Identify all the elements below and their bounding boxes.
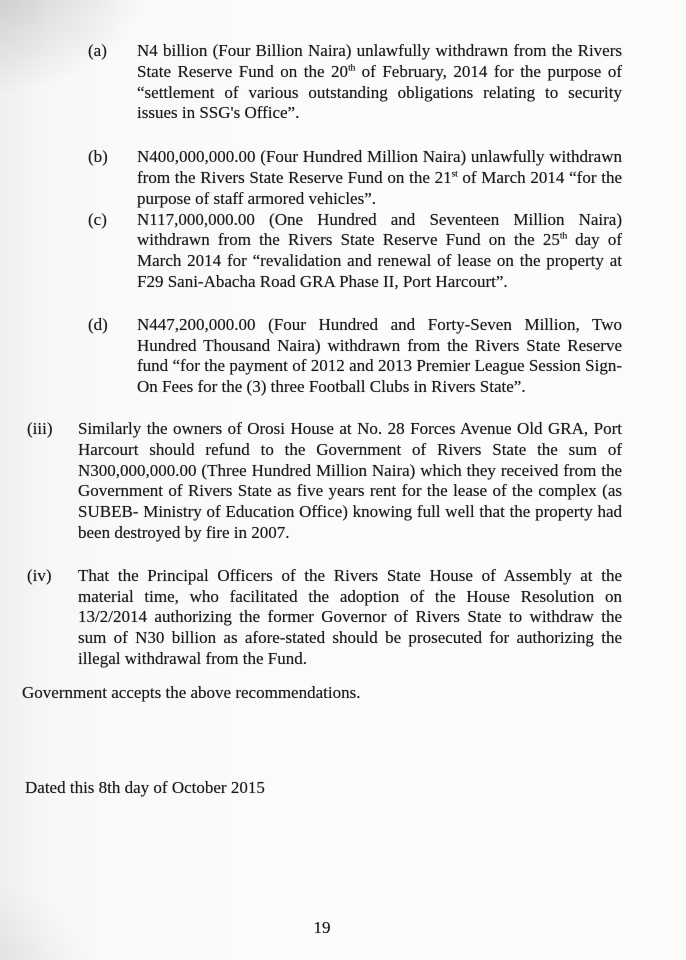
- item-label: (iii): [27, 418, 53, 438]
- item-text: N447,200,000.00 (Four Hundred and Forty-Seven Million, Two Hundred Thousand Naira) withdrawn from the Rivers State Reserve fund “for the payment of 2012 and 2013 Premier League Session Sign-On Fees for the (3) three Football Clubs in Rivers State”.: [137, 314, 622, 397]
- item-text: N117,000,000.00 (One Hundred and Seventeen Million Naira) withdrawn from the Rivers State Reserve Fund on the 25th day of March 2014 for “revalidation and renewal of lease on the property at F29 Sani-Abacha Road GRA Phase II, Port Harcourt”.: [137, 209, 622, 291]
- recommendation-sub-item-d: [88, 315, 622, 398]
- item-text: Similarly the owners of Orosi House at No. 28 Forces Avenue Old GRA, Port Harcourt should refund to the Government of Rivers State the sum of N300,000,000.00 (Three Hundred Million Naira) which they received from the Government of Rivers State as five years rent for the lease of the complex (as SUBEB- Ministry of Education Office) knowing full well that the property had been destroyed by fire in 2007.: [78, 418, 622, 542]
- item-label: (d): [88, 314, 108, 334]
- item-label: (b): [88, 147, 108, 167]
- item-text: N400,000,000.00 (Four Hundred Million Naira) unlawfully withdrawn from the Rivers State Reserve Fund on the 21st of March 2014 “for the purpose of staff armored vehicles”.: [137, 147, 623, 208]
- item-text: That the Principal Officers of the Rivers State House of Assembly at the material time, who facilitated the adoption of the House Resolution on 13/2/2014 authorizing the former Governor of Rivers State to withdraw the sum of N30 billion as afore-stated should be prosecuted for authorizing the illegal withdrawal from the Fund.: [78, 565, 622, 668]
- item-label: (c): [88, 209, 107, 229]
- item-text: N4 billion (Four Billion Naira) unlawfully withdrawn from the Rivers State Reserve Fund on the 20th of February, 2014 for the purpose of “settlement of various outstanding obligations relating to security issues in SSG's Office”.: [137, 41, 623, 123]
- acceptance-statement: Government accepts the above recommendations.: [22, 682, 361, 702]
- recommendation-item-iv: [27, 566, 622, 670]
- recommendation-sub-item-a: [88, 41, 622, 124]
- item-label: (a): [88, 41, 107, 60]
- recommendation-item-iii: [27, 419, 622, 544]
- recommendation-sub-item-c: [88, 210, 622, 293]
- recommendation-sub-item-b: [88, 147, 622, 209]
- item-label: (iv): [27, 565, 52, 585]
- page-number: 19: [313, 918, 331, 937]
- dateline: Dated this 8th day of October 2015: [25, 777, 265, 797]
